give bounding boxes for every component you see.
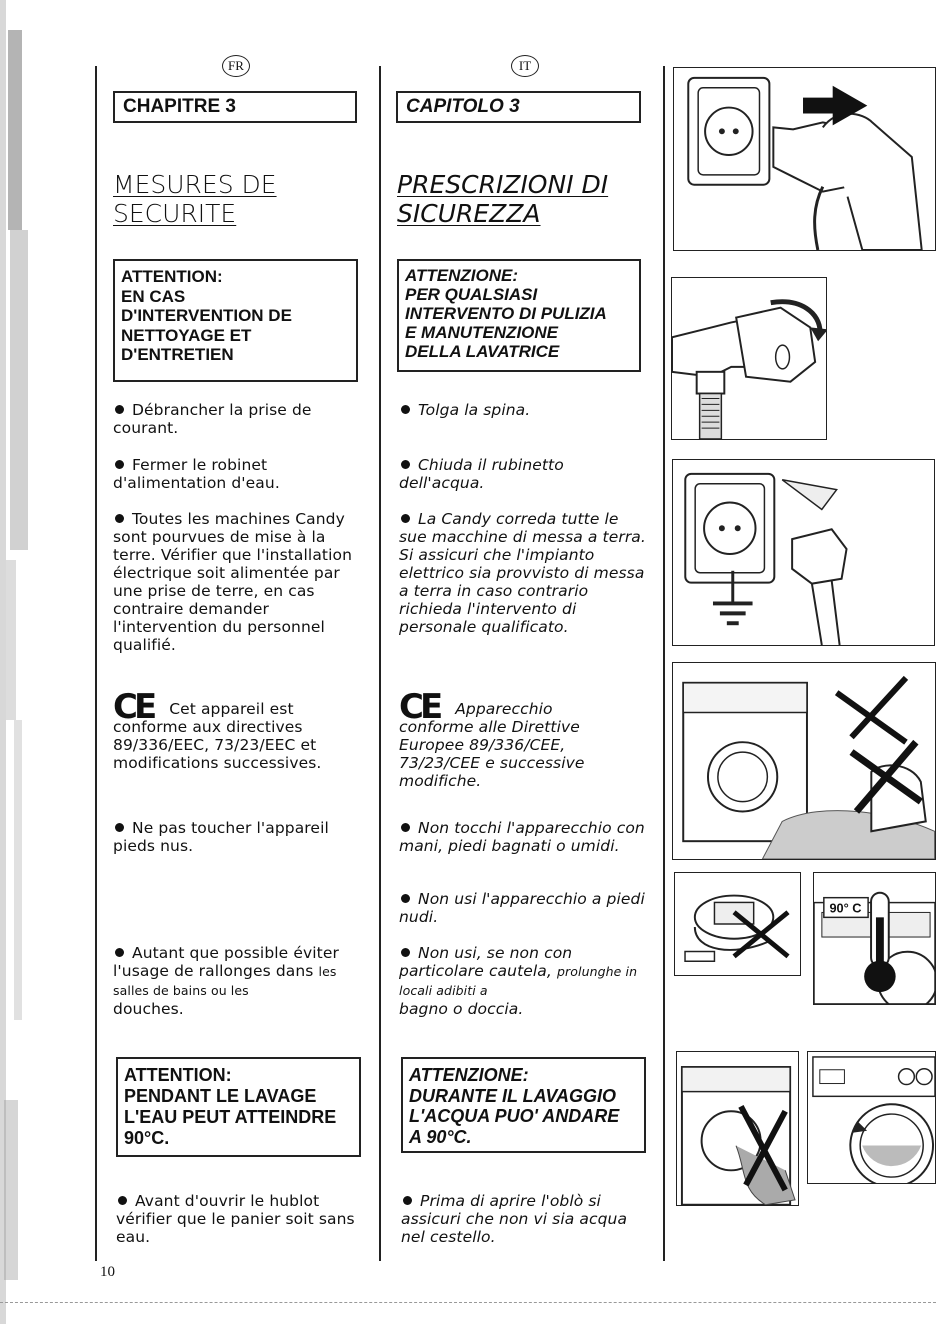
it-warning-hot-water: ATTENZIONE: DURANTE IL LAVAGGIO L'ACQUA PUO' ANDARE A 90°C. bbox=[401, 1057, 646, 1153]
bullet-icon bbox=[115, 405, 124, 414]
fr-section-heading: MESURES DE SECURITE bbox=[113, 170, 277, 228]
fr-instruction-unplug: Débrancher la prise de courant. bbox=[113, 401, 312, 437]
it-language-badge: IT bbox=[511, 55, 539, 77]
fr-instruction-barefoot: Ne pas toucher l'appareil pieds nus. bbox=[113, 819, 329, 855]
it-warning-maintenance: ATTENZIONE: PER QUALSIASI INTERVENTO DI PULIZIA E MANUTENZIONE DELLA LAVATRICE bbox=[397, 259, 641, 372]
ce-mark-icon: CE bbox=[399, 687, 440, 727]
page-bottom-rule bbox=[0, 1302, 936, 1303]
column-rule-left bbox=[95, 66, 97, 1261]
it-instruction-wet-hands: Non tocchi l'apparecchio con mani, piedi bagnati o umidi. bbox=[399, 819, 645, 855]
bullet-icon bbox=[115, 948, 124, 957]
fr-instruction-extension: Autant que possible éviter l'usage de rallonges dans les salles de bains ou les douches. bbox=[113, 944, 339, 1018]
bullet-icon bbox=[115, 460, 124, 469]
fr-warning-hot-water: ATTENTION: PENDANT LE LAVAGE L'EAU PEUT ATTEINDRE 90°C. bbox=[116, 1057, 361, 1157]
it-instruction-barefoot: Non usi l'apparecchio a piedi nudi. bbox=[399, 890, 645, 926]
figure-close-tap bbox=[671, 277, 827, 440]
thermometer-label: 90° C bbox=[829, 900, 862, 916]
bullet-icon bbox=[401, 948, 410, 957]
it-chapter-title: CAPITOLO 3 bbox=[396, 91, 641, 123]
fr-language-badge: FR bbox=[222, 55, 250, 77]
bullet-icon bbox=[118, 1196, 127, 1205]
bullet-icon bbox=[115, 823, 124, 832]
bullet-icon bbox=[401, 823, 410, 832]
it-instruction-unplug: Tolga la spina. bbox=[399, 401, 644, 419]
figure-earthing bbox=[672, 459, 935, 646]
it-instruction-earthing: La Candy correda tutte le sue macchine di messa a terra. Si assicuri che l'impianto elettrico sia provvisto di messa a terra in caso contrario richieda l'intervento di personale qualificato. bbox=[399, 510, 646, 636]
figure-no-wet-barefoot bbox=[672, 662, 936, 860]
fr-instruction-porthole: Avant d'ouvrir le hublot vérifier que le panier soit sans eau. bbox=[116, 1192, 355, 1246]
page-number: 10 bbox=[100, 1264, 115, 1280]
bullet-icon bbox=[401, 894, 410, 903]
fr-warning-maintenance: ATTENTION: EN CAS D'INTERVENTION DE NETTOYAGE ET D'ENTRETIEN bbox=[113, 259, 358, 382]
figure-hot-water-90c bbox=[813, 872, 936, 1005]
scan-binding-edge bbox=[0, 0, 40, 1324]
bullet-icon bbox=[401, 405, 410, 414]
it-instruction-extension: Non usi, se non con particolare cautela, prolunghe in locali adibiti a bagno o doccia. bbox=[399, 944, 638, 1018]
column-rule-middle bbox=[379, 66, 381, 1261]
fr-ce-conformity: CE Cet appareil est conforme aux directives 89/336/EEC, 73/23/EEC et modifications successives. bbox=[113, 687, 322, 772]
fr-instruction-earthing: Toutes les machines Candy sont pourvues de mise à la terre. Vérifier que l'installation électrique soit alimentée par une prise de terre, en cas contraire demander l'intervention du personnel qualifié. bbox=[113, 510, 353, 654]
fr-chapter-title: CHAPITRE 3 bbox=[113, 91, 357, 123]
figure-no-extension bbox=[674, 872, 801, 976]
figure-no-open-with-water bbox=[676, 1051, 799, 1206]
it-section-heading: PRESCRIZIONI DI SICUREZZA bbox=[397, 170, 609, 228]
it-instruction-close-tap: Chiuda il rubinetto dell'acqua. bbox=[399, 456, 564, 492]
it-ce-conformity: CE Apparecchio conforme alle Direttive Europee 89/336/CEE, 73/23/CEE e successive modifiche. bbox=[399, 687, 585, 790]
figure-drum-water-level bbox=[807, 1051, 936, 1184]
bullet-icon bbox=[401, 514, 410, 523]
column-rule-right bbox=[663, 66, 665, 1261]
bullet-icon bbox=[401, 460, 410, 469]
bullet-icon bbox=[115, 514, 124, 523]
it-instruction-porthole: Prima di aprire l'oblò si assicuri che non vi sia acqua nel cestello. bbox=[401, 1192, 628, 1246]
figure-unplug bbox=[673, 67, 936, 251]
bullet-icon bbox=[403, 1196, 412, 1205]
ce-mark-icon: CE bbox=[113, 687, 154, 727]
fr-instruction-close-tap: Fermer le robinet d'alimentation d'eau. bbox=[113, 456, 280, 492]
